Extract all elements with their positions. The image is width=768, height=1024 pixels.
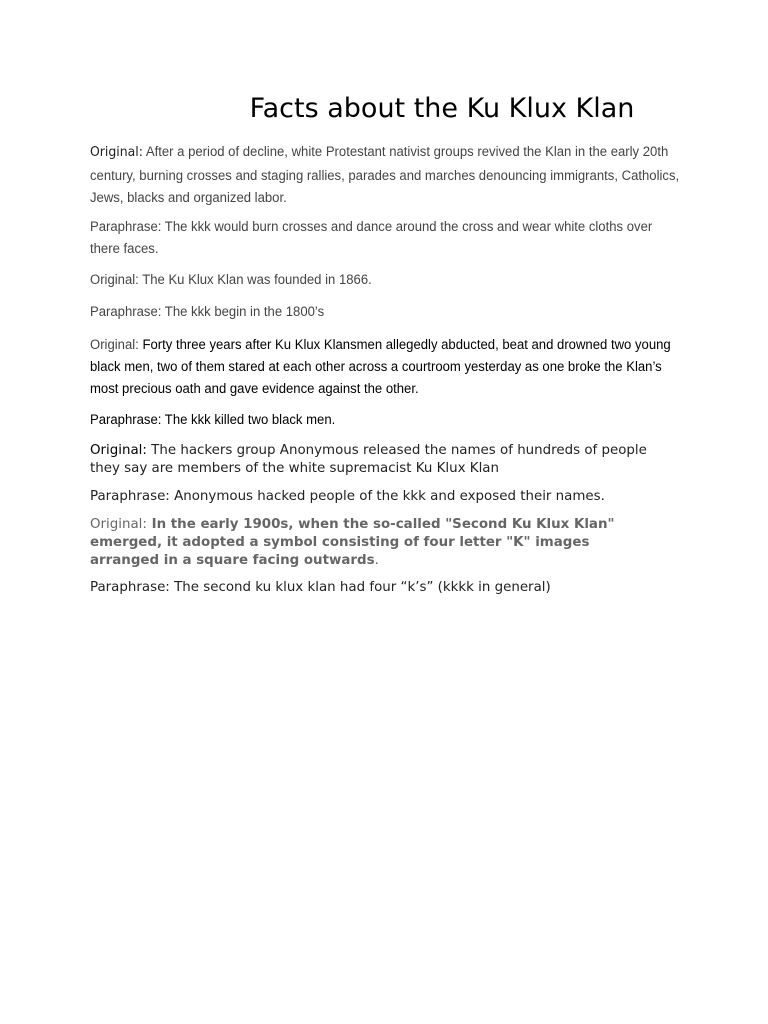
entry-text: Forty three years after Ku Klux Klansmen allegedly abducted, beat and drowned two young black men, two of them stared at each other across a courtroom yesterday as one broke the Klan’s most precious oath and gave evidence against the other.: [90, 336, 671, 396]
entry-text: The kkk begin in the 1800’s: [161, 303, 325, 319]
entry-label: Original:: [90, 443, 147, 458]
entry-label: Paraphrase:: [90, 303, 162, 319]
document-title: Facts about the Ku Klux Klan: [249, 93, 635, 124]
entry-paraphrase-3: [90, 408, 690, 430]
entry-label: Paraphrase:: [90, 580, 170, 595]
entry-text: The kkk killed two black men.: [161, 411, 336, 427]
entry-original-4: [90, 442, 680, 478]
entry-paraphrase-4: [90, 488, 690, 506]
entry-label: Original:: [90, 336, 139, 352]
entry-original-1: [90, 140, 690, 208]
entry-text: Anonymous hacked people of the kkk and exposed their names.: [169, 489, 605, 504]
entry-text: The Ku Klux Klan was founded in 1866.: [138, 271, 372, 287]
entry-original-3: [90, 333, 690, 399]
entry-paraphrase-1: [90, 215, 690, 259]
entry-text: In the early 1900s, when the so-called "Second Ku Klux Klan" emerged, it adopted a symbol consisting of four letter "K" images arranged in a square facing outwards: [90, 517, 615, 568]
entry-paraphrase-2: [90, 300, 690, 322]
entry-text: The kkk would burn crosses and dance around the cross and wear white cloths over there faces.: [90, 218, 653, 256]
entry-label: Paraphrase:: [90, 218, 162, 234]
entry-text: The second ku klux klan had four “k’s” (kkkk in general): [169, 580, 551, 595]
entry-original-2: [90, 268, 690, 290]
entry-trail: .: [374, 553, 379, 568]
entry-text: The hackers group Anonymous released the names of hundreds of people they say are members of the white supremacist Ku Klux Klan: [90, 443, 647, 476]
entry-label: Original:: [90, 145, 143, 160]
entry-original-5: [90, 516, 650, 570]
entry-text: After a period of decline, white Protestant nativist groups revived the Klan in the early 20th century, burning crosses and staging rallies, parades and marches denouncing immigrants, Catholics, Jews, blacks and organized labor.: [90, 143, 680, 205]
entry-label: Paraphrase:: [90, 489, 170, 504]
entry-label: Original:: [90, 517, 147, 532]
entry-label: Original:: [90, 271, 139, 287]
entry-label: Paraphrase:: [90, 411, 162, 427]
entry-paraphrase-5: [90, 579, 690, 597]
